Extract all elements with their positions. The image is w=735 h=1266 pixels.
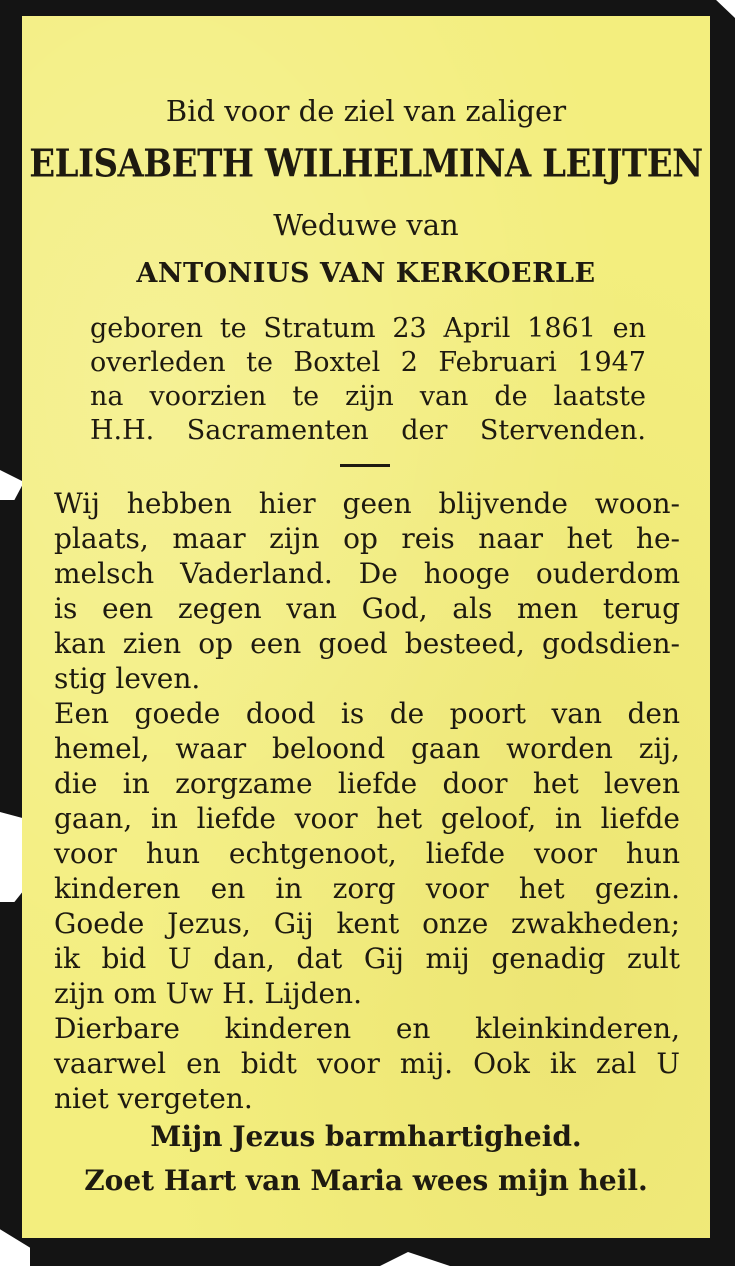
text-line: die in zorgzame liefde door het leven: [54, 767, 680, 800]
text-line: melsch Vaderland. De hooge ouderdom: [54, 557, 680, 590]
text-line: gaan, in liefde voor het geloof, in liefde: [54, 802, 680, 835]
text-line: voor hun echtgenoot, liefde voor hun: [54, 837, 680, 870]
text-line: zijn om Uw H. Lijden.: [54, 977, 362, 1010]
birth-death-details: [90, 312, 646, 448]
text-line: plaats, maar zijn op reis naar het he-: [54, 522, 680, 555]
text-line: Goede Jezus, Gij kent onze zwakheden;: [54, 907, 680, 940]
text-line: Wij hebben hier geen blijvende woon-: [54, 487, 680, 520]
text-line: kinderen en in zorg voor het gezin.: [54, 872, 680, 905]
relation-label: Weduwe van: [273, 208, 459, 242]
text-line: stig leven.: [54, 662, 201, 695]
text-line: vaarwel en bidt voor mij. Ook ik zal U: [54, 1047, 680, 1080]
closing-prayer-1: Mijn Jezus barmhartigheid.: [150, 1120, 582, 1153]
border-tear: [0, 470, 24, 500]
bio-line: H.H. Sacramenten der Stervenden.: [90, 415, 646, 446]
bio-line: na voorzien te zijn van de laatste: [90, 381, 646, 412]
memorial-card: [22, 16, 710, 1238]
text-line: hemel, waar beloond gaan worden zij,: [54, 732, 680, 765]
memorial-text: [54, 486, 680, 1116]
border-tear: [380, 1252, 450, 1266]
text-line: kan zien op een goed besteed, godsdien-: [54, 627, 680, 660]
text-line: ik bid U dan, dat Gij mij genadig zult: [54, 942, 680, 975]
prayer-intro: Bid voor de ziel van zaliger: [165, 94, 567, 128]
text-line: Een goede dood is de poort van den: [54, 697, 680, 730]
bio-line: geboren te Stratum 23 April 1861 en: [90, 313, 646, 344]
text-line: is een zegen van God, als men terug: [54, 592, 680, 625]
divider-rule: [340, 464, 390, 467]
bio-line: overleden te Boxtel 2 Februari 1947: [90, 347, 646, 378]
husband-name: ANTONIUS VAN KERKOERLE: [136, 258, 596, 289]
deceased-name: ELISABETH WILHELMINA LEIJTEN: [29, 141, 703, 187]
text-line: Dierbare kinderen en kleinkinderen,: [54, 1012, 680, 1045]
border-tear: [708, 0, 735, 18]
text-line: niet vergeten.: [54, 1082, 253, 1115]
closing-prayer-2: Zoet Hart van Maria wees mijn heil.: [84, 1164, 648, 1197]
